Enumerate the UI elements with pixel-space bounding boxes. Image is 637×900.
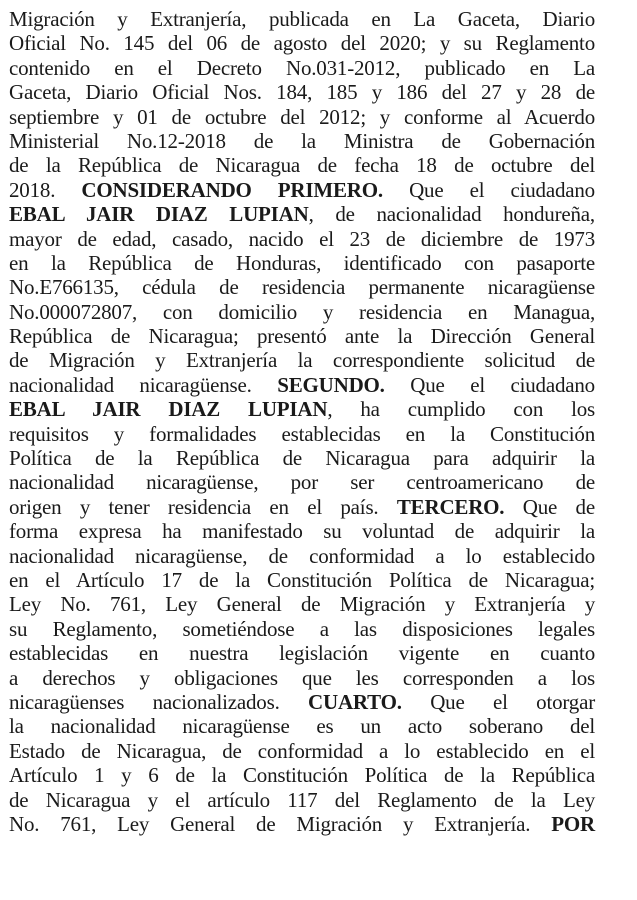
text-segment: de Nicaragua y el artículo 117 del Reglamento de la Ley <box>9 787 595 812</box>
text-line <box>9 617 595 641</box>
text-segment: Artículo 1 y 6 de la Constitución Política de la República <box>9 763 595 788</box>
text-segment: nacionalidad nicaragüense. <box>9 372 278 397</box>
text-segment: Que el otorgar <box>401 689 596 714</box>
text-line <box>9 519 595 543</box>
text-segment: septiembre y 01 de octubre del 2012; y conforme al Acuerdo <box>9 104 595 129</box>
text-line <box>9 446 595 470</box>
text-line <box>9 592 595 616</box>
text-line <box>9 275 595 299</box>
text-line <box>9 7 595 31</box>
text-segment: a derechos y obligaciones que les corresponden a los <box>9 665 595 690</box>
text-segment: Ley No. 761, Ley General de Migración y Extranjería y <box>9 592 595 617</box>
text-segment: requisitos y formalidades establecidas en la Constitución <box>9 421 595 446</box>
text-segment: Que de <box>504 494 595 519</box>
text-segment: nacionalidad nicaragüense, por ser centroamericano de <box>9 470 595 495</box>
text-line <box>9 227 595 251</box>
text-line <box>9 568 595 592</box>
text-line <box>9 788 595 812</box>
text-segment: Que el ciudadano <box>382 177 595 202</box>
text-line <box>9 714 595 738</box>
text-line <box>9 763 595 787</box>
text-segment: Gaceta, Diario Oficial Nos. 184, 185 y 186 del 27 y 28 de <box>9 80 595 105</box>
text-line <box>9 348 595 372</box>
text-line <box>9 812 595 836</box>
text-line <box>9 80 595 104</box>
text-line <box>9 56 595 80</box>
text-segment: República de Nicaragua; presentó ante la Dirección General <box>9 324 595 349</box>
text-line <box>9 397 595 421</box>
text-segment: Migración y Extranjería, publicada en La Gaceta, Diario <box>9 7 595 31</box>
text-segment: de Migración y Extranjería la correspondiente solicitud de <box>9 348 595 373</box>
text-line <box>9 202 595 226</box>
text-line <box>9 373 595 397</box>
text-line <box>9 324 595 348</box>
text-line <box>9 544 595 568</box>
text-segment: en el Artículo 17 de la Constitución Política de Nicaragua; <box>9 567 595 592</box>
text-segment: de la República de Nicaragua de fecha 18 de octubre del <box>9 153 595 178</box>
text-line <box>9 31 595 55</box>
document-body <box>9 7 595 836</box>
text-segment: , ha cumplido con los <box>327 397 595 422</box>
text-segment: 2018. <box>9 177 82 202</box>
text-line <box>9 178 595 202</box>
text-line <box>9 300 595 324</box>
text-segment: mayor de edad, casado, nacido el 23 de diciembre de 1973 <box>9 226 595 251</box>
text-segment: Oficial No. 145 del 06 de agosto del 2020; y su Reglamento <box>9 31 595 56</box>
text-line <box>9 153 595 177</box>
text-segment: Que el ciudadano <box>384 372 595 397</box>
text-line <box>9 690 595 714</box>
bold-text: CONSIDERANDO PRIMERO. <box>81 177 383 202</box>
bold-text: SEGUNDO. <box>277 372 385 397</box>
text-line <box>9 251 595 275</box>
text-segment: nacionalidad nicaragüense, de conformidad a lo establecido <box>9 543 595 568</box>
text-line <box>9 470 595 494</box>
text-line <box>9 105 595 129</box>
text-segment: , de nacionalidad hondureña, <box>308 202 595 227</box>
text-line <box>9 666 595 690</box>
text-segment: su Reglamento, sometiéndose a las disposiciones legales <box>9 616 595 641</box>
text-line <box>9 641 595 665</box>
text-segment: Estado de Nicaragua, de conformidad a lo establecido en el <box>9 738 595 763</box>
bold-text: CUARTO. <box>308 689 402 714</box>
text-segment: Política de la República de Nicaragua para adquirir la <box>9 446 595 471</box>
bold-text: TERCERO. <box>396 494 505 519</box>
text-segment: No.E766135, cédula de residencia permanente nicaragüense <box>9 275 595 300</box>
text-segment: Ministerial No.12-2018 de la Ministra de Gobernación <box>9 128 595 153</box>
bold-text: EBAL JAIR DIAZ LUPIAN <box>9 202 309 227</box>
text-segment: contenido en el Decreto No.031-2012, publicado en La <box>9 55 595 80</box>
text-line <box>9 495 595 519</box>
text-line <box>9 422 595 446</box>
text-line <box>9 129 595 153</box>
text-segment: forma expresa ha manifestado su voluntad de adquirir la <box>9 519 595 544</box>
text-segment: en la República de Honduras, identificado con pasaporte <box>9 250 595 275</box>
text-line <box>9 739 595 763</box>
bold-text: EBAL JAIR DIAZ LUPIAN <box>9 397 328 422</box>
text-segment: nicaragüenses nacionalizados. <box>9 689 309 714</box>
text-segment: la nacionalidad nicaragüense es un acto soberano del <box>9 714 595 739</box>
text-segment: origen y tener residencia en el país. <box>9 494 397 519</box>
bold-text: POR <box>551 811 595 836</box>
text-segment: No.000072807, con domicilio y residencia en Managua, <box>9 299 595 324</box>
text-segment: No. 761, Ley General de Migración y Extranjería. <box>9 811 552 836</box>
text-segment: establecidas en nuestra legislación vigente en cuanto <box>9 641 595 666</box>
